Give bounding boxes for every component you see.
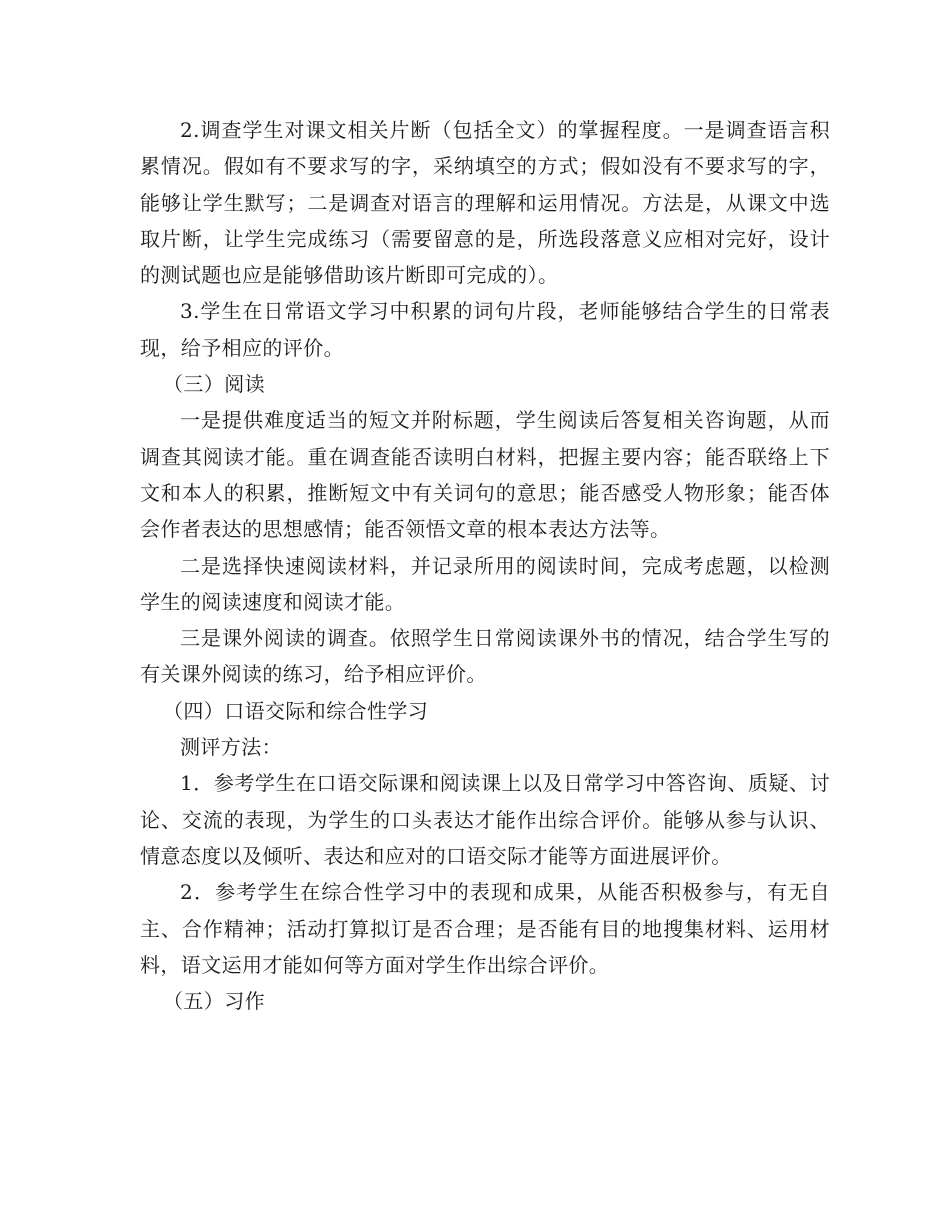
paragraph-method-1: 1．参考学生在口语交际课和阅读课上以及日常学习中答咨询、质疑、讨论、交流的表现，为学生的口头表达才能作出综合评价。能够从参与认识、情意态度以及倾听、表达和应对的口语交际才能等方面进展评价。 [140, 771, 830, 868]
paragraph-method-2: 2．参考学生在综合性学习中的表现和成果，从能否积极参与，有无自主、合作精神；活动打算拟订是否合理；是否能有目的地搜集材料、运用材料，语文运用才能如何等方面对学生作出综合评价。 [140, 880, 830, 977]
document-body [140, 112, 830, 1019]
paragraph-method-label: 测评方法： [180, 735, 282, 760]
paragraph-item-2: 2.调查学生对课文相关片断（包括全文）的掌握程度。一是调查语言积累情况。假如有不要求写的字，采纳填空的方式；假如没有不要求写的字，能够让学生默写；二是调查对语言的理解和运用情况。方法是，从课文中选取片断，让学生完成练习（需要留意的是，所选段落意义应相对完好，设计的测试题也应是能够借助该片断即可完成的）。 [140, 118, 830, 288]
paragraph-reading-third: 三是课外阅读的调查。依照学生日常阅读课外书的情况，结合学生写的有关课外阅读的练习，给予相应评价。 [140, 626, 830, 687]
paragraph-reading-second: 二是选择快速阅读材料，并记录所用的阅读时间，完成考虑题，以检测学生的阅读速度和阅读才能。 [140, 553, 830, 614]
paragraph-reading-first: 一是提供难度适当的短文并附标题，学生阅读后答复相关咨询题，从而调查其阅读才能。重在调查能否读明白材料，把握主要内容；能否联络上下文和本人的积累，推断短文中有关词句的意思；能否感受人物形象；能否体会作者表达的思想感情；能否领悟文章的根本表达方法等。 [140, 408, 830, 542]
paragraph-item-3: 3.学生在日常语文学习中积累的词句片段，老师能够结合学生的日常表现，给予相应的评价。 [140, 299, 830, 360]
section-heading-writing: （五）习作 [163, 989, 265, 1014]
section-heading-oral-communication: （四）口语交际和综合性学习 [163, 698, 429, 723]
section-heading-reading: （三）阅读 [163, 372, 265, 397]
